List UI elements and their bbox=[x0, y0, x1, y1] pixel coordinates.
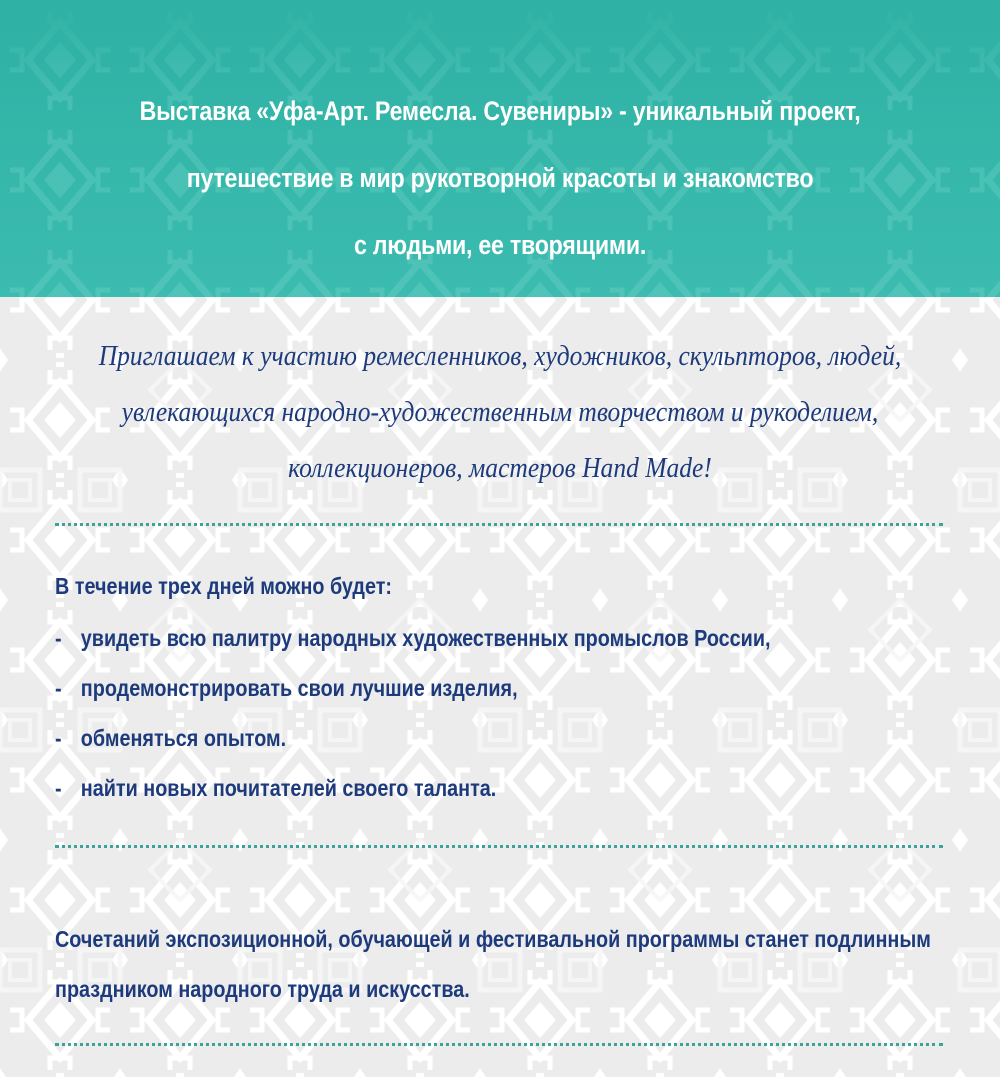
list-item-text: найти новых почитателей своего таланта. bbox=[80, 775, 497, 801]
invitation-line: увлекающихся народно-художественным творчеством и рукоделием, bbox=[121, 396, 879, 428]
activities-heading: В течение трех дней можно будет: bbox=[55, 573, 393, 599]
dash-bullet: - bbox=[55, 725, 62, 751]
dotted-divider bbox=[55, 523, 943, 526]
dotted-divider bbox=[55, 845, 943, 848]
banner-line: Выставка «Уфа-Арт. Ремесла. Сувениры» - уникальный проект, bbox=[139, 96, 861, 126]
list-item bbox=[55, 618, 829, 668]
activities-list bbox=[55, 618, 829, 818]
banner-line: путешествие в мир рукотворной красоты и знакомство bbox=[186, 163, 814, 193]
invitation-line: Приглашаем к участию ремесленников, художников, скульпторов, людей, bbox=[98, 340, 902, 372]
activities-section bbox=[55, 566, 829, 818]
list-item-text: обменяться опытом. bbox=[80, 725, 287, 751]
closing-line: Сочетаний экспозиционной, обучающей и фестивальной программы станет подлинным bbox=[55, 926, 931, 952]
list-item bbox=[55, 668, 829, 718]
list-item bbox=[55, 768, 829, 818]
dotted-divider bbox=[55, 1043, 943, 1046]
invitation-line: коллекционеров, мастеров Hand Made! bbox=[288, 452, 712, 484]
list-item bbox=[55, 718, 829, 768]
header-banner bbox=[0, 0, 1000, 297]
dash-bullet: - bbox=[55, 625, 62, 651]
list-item-text: увидеть всю палитру народных художественных промыслов России, bbox=[80, 625, 771, 651]
dash-bullet: - bbox=[55, 675, 62, 701]
closing-line: праздником народного труда и искусства. bbox=[55, 976, 470, 1002]
banner-text bbox=[70, 78, 930, 279]
invitation-text bbox=[60, 328, 940, 496]
dash-bullet: - bbox=[55, 775, 62, 801]
list-item-text: продемонстрировать свои лучшие изделия, bbox=[80, 675, 518, 701]
closing-text bbox=[55, 914, 949, 1014]
banner-line: с людьми, ее творящими. bbox=[353, 230, 647, 260]
